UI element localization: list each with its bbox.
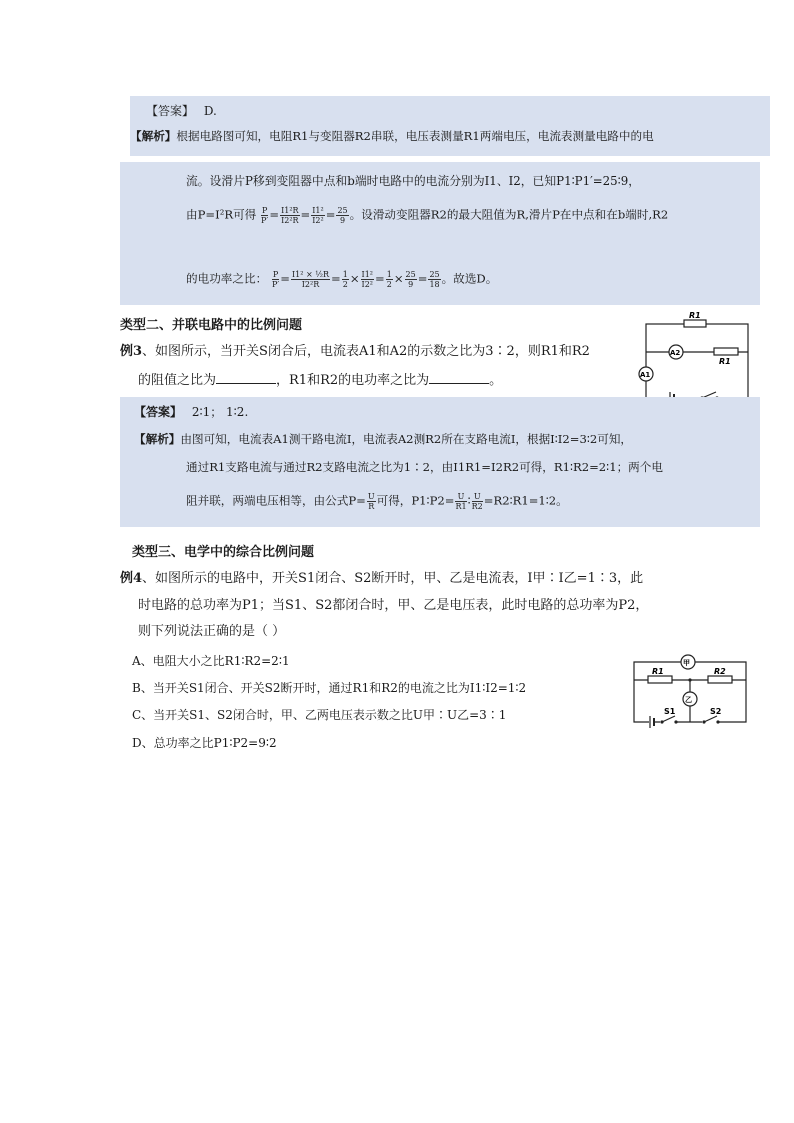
question-3-line-1: 例3、如图所示，当开关S闭合后，电流表A1和A2的示数之比为3∶2，则R1和R2 <box>120 344 590 359</box>
circuit-diagram-1 <box>636 311 754 408</box>
section-title-2: 类型二、并联电路中的比例问题 <box>120 318 303 333</box>
circuit-diagram-2 <box>630 650 750 730</box>
fraction: $\frac{\text{I1²}}{\text{I2²}}$ <box>312 206 324 225</box>
fraction: $\frac{25}{9}$ <box>337 206 348 225</box>
fraction: $\frac{25}{18}$ <box>429 270 440 289</box>
analysis-line-1: 【解析】根据电路图可知，电阻R1与变阻器R2串联，电压表测量R1两端电压，电流表测量电路中的电 <box>130 129 654 143</box>
answer-value: D. <box>203 104 217 118</box>
option-a[interactable]: A、电阻大小之比R1∶R2=2∶1 <box>132 654 290 668</box>
answer-blank[interactable] <box>429 371 489 384</box>
answer-box-ex2 <box>130 96 770 156</box>
answer-label: 【答案】 <box>134 405 183 419</box>
label-r2: R2 <box>714 667 726 676</box>
fraction: $\frac{\text{I1²R}}{\text{I2²R}}$ <box>281 206 299 225</box>
answer-line-ex3 <box>134 404 248 420</box>
label-r1-b: R1 <box>719 357 731 366</box>
label-a1: A1 <box>640 371 651 379</box>
fraction: $\frac{U}{R}$ <box>367 492 375 511</box>
label-yi: 乙 <box>685 696 692 704</box>
answer-label: 【答案】 <box>146 104 195 118</box>
analysis-line-2: 流。设滑片P移到变阻器中点和b端时电路中的电流分别为I1、I2，已知P1∶P1′=25∶9， <box>186 174 641 188</box>
analysis-line-3: 由P=I²R可得 $\frac{P}{P'}$ = $\frac{\text{I1²R}}{\text{I2²R}}$ = $\frac{\text{I1²}}{\text{I2²}}$ = $\frac{25}{9}$ 。设滑动变阻器R2的最大阻值为R,滑片P在中点和在b端时,R2 <box>186 206 669 225</box>
question-4-line-3: 则下列说法正确的是（ ） <box>138 624 286 639</box>
question-3-line-2: 的阻值之比为 ，R1和R2的电功率之比为 。 <box>138 373 503 388</box>
question-4-line-2: 时电路的总功率为P1；当S1、S2都闭合时，甲、乙是电压表，此时电路的总功率为P2， <box>138 598 649 613</box>
fraction: $\frac{P}{P'}$ <box>271 270 280 289</box>
fraction: $\frac{1}{2}$ <box>386 270 392 289</box>
analysis-line-4: 的电功率之比： $\frac{P}{P'}$ = $\frac{\text{I1² × ½R}}{\text{I2²R}}$ = $\frac{1}{2}$ × $\frac{\text{I1²}}{\text{I2²}}$ = $\frac{1}{2}$ × $\frac{25}{9}$ = $\frac{25}{18}$ 。故选D。 <box>186 270 498 289</box>
section-title-3: 类型三、电学中的综合比例问题 <box>132 545 315 560</box>
label-a2: A2 <box>670 349 681 357</box>
fraction: $\frac{P}{P'}$ <box>261 206 269 225</box>
question-label: 例4 <box>120 571 143 586</box>
analysis-label: 【解析】 <box>134 432 181 446</box>
label-s2: S2 <box>710 707 722 716</box>
option-d[interactable]: D、总功率之比P1∶P2=9∶2 <box>132 736 277 750</box>
question-label: 例3 <box>120 344 143 359</box>
label-r1: R1 <box>689 311 701 320</box>
analysis-ex3-line-2: 通过R1支路电流与通过R2支路电流之比为1∶2，由I1R1=I2R2可得，R1∶R2=2∶1；两个电 <box>186 460 663 474</box>
fraction: $\frac{1}{2}$ <box>342 270 348 289</box>
answer-value: 2∶1； 1∶2. <box>191 405 249 419</box>
analysis-label: 【解析】 <box>130 129 177 143</box>
question-4-line-1: 例4、如图所示的电路中，开关S1闭合、S2断开时，甲、乙是电流表，I甲∶I乙=1∶3，此 <box>120 571 644 586</box>
answer-line-ex2 <box>146 103 217 119</box>
label-s1: S1 <box>664 707 676 716</box>
fraction: $\frac{U}{R2}$ <box>471 492 483 511</box>
analysis-ex3-line-1: 【解析】由图可知，电流表A1测干路电流I，电流表A2测R2所在支路电流I，根据I∶I2=3∶2可知， <box>134 432 633 446</box>
fraction: $\frac{\text{I1²}}{\text{I2²}}$ <box>361 270 373 289</box>
fraction: $\frac{25}{9}$ <box>405 270 416 289</box>
label-jia: 甲 <box>683 659 690 667</box>
answer-blank[interactable] <box>216 371 276 384</box>
fraction: $\frac{\text{I1² × ½R}}{\text{I2²R}}$ <box>291 270 329 289</box>
option-b[interactable]: B、当开关S1闭合、开关S2断开时，通过R1和R2的电流之比为I1∶I2=1∶2 <box>132 681 527 695</box>
fraction: $\frac{U}{R1}$ <box>455 492 467 511</box>
option-c[interactable]: C、当开关S1、S2闭合时，甲、乙两电压表示数之比U甲∶U乙=3∶1 <box>132 708 507 722</box>
label-r1: R1 <box>652 667 664 676</box>
analysis-ex3-line-3: 阻并联，两端电压相等，由公式P= $\frac{U}{R}$ 可得，P1∶P2= $\frac{U}{R1}$ ∶ $\frac{U}{R2}$ =R2∶R1=1∶2。 <box>186 492 568 511</box>
